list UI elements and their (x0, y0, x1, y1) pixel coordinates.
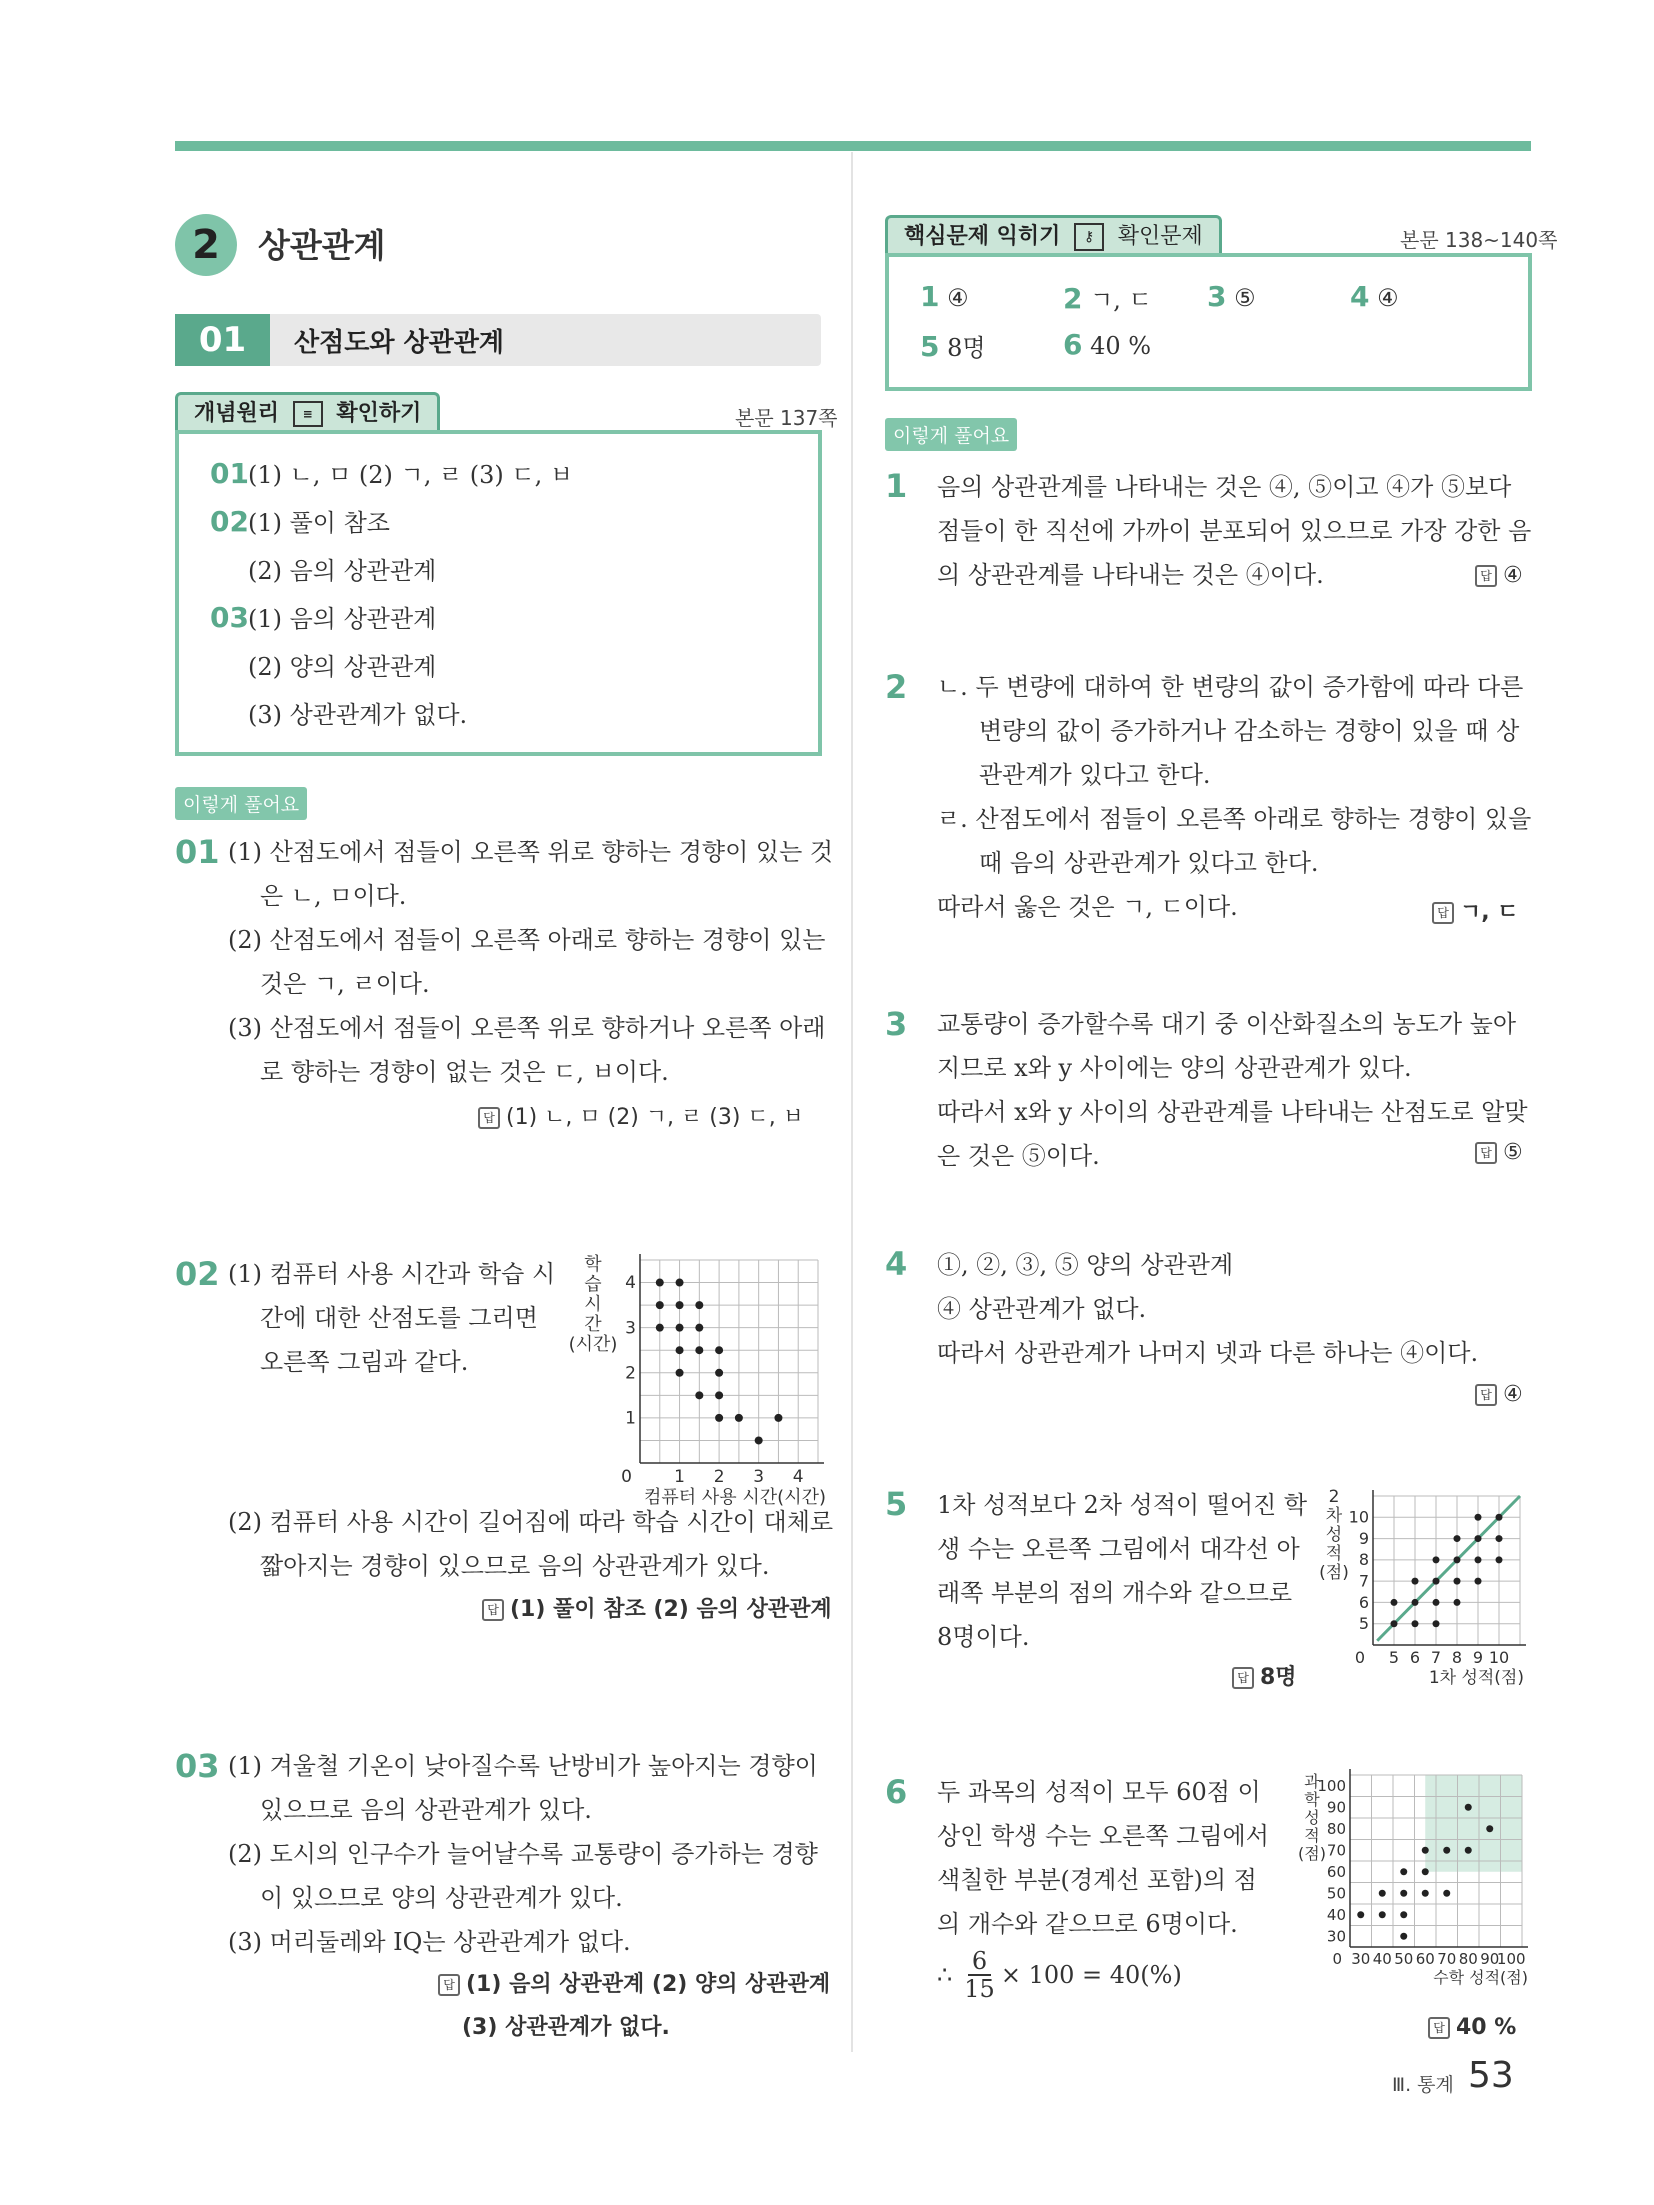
fraction (964, 1948, 995, 2002)
answer-icon: 답 (482, 1599, 504, 1621)
x-tick-label: 90 (1480, 1950, 1500, 1968)
q01-answer (478, 1100, 804, 1131)
data-point (676, 1324, 684, 1332)
answer-icon: 답 (1432, 902, 1454, 924)
x-axis-title: 수학 성적(점) (1433, 1968, 1528, 1987)
q2-body (937, 665, 1531, 929)
q4-line: 따라서 상관관계가 나머지 넷과 다른 하나는 ④이다. (937, 1339, 1479, 1367)
concept-line-text: (1) 풀이 참조 (248, 509, 390, 537)
data-point (1454, 1599, 1461, 1606)
x-tick-label: 8 (1451, 1648, 1463, 1667)
top-rule (175, 141, 1531, 151)
q5-line: 1차 성적보다 2차 성적이 떨어진 학 (937, 1491, 1308, 1519)
data-point (1412, 1620, 1419, 1627)
x-tick-label: 100 (1496, 1950, 1526, 1968)
concept-tab-label: 개념원리 (194, 401, 280, 426)
data-point (1443, 1890, 1450, 1897)
q1-line: 음의 상관관계를 나타내는 것은 ④, ⑤이고 ④가 ⑤보다 (937, 473, 1512, 501)
data-point (1454, 1556, 1461, 1563)
q5-answer-text: 8명 (1260, 1665, 1297, 1690)
q2-answer (1432, 895, 1519, 926)
q01-line: 로 향하는 경향이 없는 것은 ㄷ, ㅂ이다. (260, 1058, 669, 1086)
data-point (1412, 1599, 1419, 1606)
y-axis-title: 시 (584, 1294, 602, 1315)
concept-line-text: (3) 상관관계가 없다. (248, 701, 468, 729)
data-point (1433, 1556, 1440, 1563)
data-point (1379, 1890, 1386, 1897)
y-axis-title: 적 (1325, 1544, 1343, 1564)
q02-line: (1) 컴퓨터 사용 시간과 학습 시 (228, 1260, 556, 1288)
q2-line: ㄴ. 두 변량에 대하여 한 변량의 값이 증가함에 따라 다른 (937, 673, 1524, 701)
y-axis-title: 성 (1304, 1808, 1320, 1827)
data-point (1475, 1556, 1482, 1563)
q1-answer (1475, 563, 1523, 588)
y-axis-title: 성 (1325, 1525, 1343, 1545)
key-icon: ⚷ (1074, 223, 1104, 251)
y-axis-title: 2 (1328, 1487, 1340, 1507)
data-point (1496, 1535, 1503, 1542)
q5-line: 래쪽 부분의 점의 개수와 같으므로 (937, 1579, 1293, 1607)
shaded-region (1425, 1775, 1522, 1872)
core-answer-num: 2 (1063, 282, 1083, 315)
y-tick-label: 10 (1348, 1507, 1369, 1527)
q2-line: 관관계가 있다고 한다. (979, 761, 1211, 789)
q6-answer-text: 40 % (1456, 2015, 1517, 2040)
q03-answer-2 (462, 2010, 670, 2041)
x-tick-label: 6 (1409, 1648, 1421, 1667)
core-answer-val: 40 % (1090, 332, 1152, 360)
data-point (1400, 1933, 1407, 1940)
q4-number: 4 (885, 1245, 908, 1283)
q2-line: 때 음의 상관관계가 있다고 한다. (979, 849, 1319, 877)
data-point (1433, 1578, 1440, 1585)
q02-answer-text: (1) 풀이 참조 (2) 음의 상관관계 (510, 1597, 832, 1622)
q3-answer (1475, 1140, 1523, 1165)
q02-line: 오른쪽 그림과 같다. (260, 1348, 469, 1376)
q4-line: ④ 상관관계가 없다. (937, 1295, 1147, 1323)
x-tick-label: 2 (713, 1467, 725, 1487)
core-page-ref: 본문 138~140쪽 (1400, 228, 1558, 252)
concept-line-num: 03 (210, 601, 249, 634)
chart-study-time (560, 1250, 830, 1508)
data-point (735, 1414, 743, 1422)
y-tick-label: 5 (1358, 1614, 1369, 1634)
y-tick-label: 6 (1358, 1592, 1369, 1612)
concept-line-num: 02 (210, 505, 249, 538)
core-tab-label: 핵심문제 익히기 (904, 224, 1061, 249)
q01-line: 은 ㄴ, ㅁ이다. (260, 882, 407, 910)
q03-answer-text: (3) 상관관계가 없다. (462, 2015, 670, 2040)
chart-score-1-2 (1318, 1482, 1528, 1688)
q3-line: 교통량이 증가할수록 대기 중 이산화질소의 농도가 높아 (937, 1010, 1517, 1038)
section-title: 상관관계 (258, 226, 386, 265)
check-icon: ≡ (293, 401, 323, 427)
core-tab (885, 215, 1222, 256)
subsection-number: 01 (175, 314, 270, 366)
data-point (1475, 1514, 1482, 1521)
y-tick-label: 7 (1358, 1571, 1369, 1591)
data-point (676, 1301, 684, 1309)
q03-line: (3) 머리둘레와 IQ는 상관관계가 없다. (228, 1928, 631, 1956)
concept-lines (210, 455, 573, 743)
q03-line: (1) 겨울철 기온이 낮아질수록 난방비가 높아지는 경향이 (228, 1752, 818, 1780)
q3-answer-text: ⑤ (1503, 1140, 1523, 1165)
q03-answer-1 (438, 1967, 830, 1998)
q03-answer-text: (1) 음의 상관관계 (2) 양의 상관관계 (466, 1972, 831, 1997)
q03-line: (2) 도시의 인구수가 늘어날수록 교통량이 증가하는 경향 (228, 1840, 818, 1868)
data-point (715, 1346, 723, 1354)
therefore-sign: ∴ (937, 1961, 953, 1989)
data-point (1475, 1578, 1482, 1585)
data-point (1475, 1535, 1482, 1542)
q5-line: 8명이다. (937, 1623, 1030, 1651)
q03-line: 이 있으므로 양의 상관관계가 있다. (260, 1884, 623, 1912)
q2-line: 변량의 값이 증가하거나 감소하는 경향이 있을 때 상 (979, 717, 1520, 745)
data-point (676, 1346, 684, 1354)
q1-line: 점들이 한 직선에 가까이 분포되어 있으므로 가장 강한 음 (937, 517, 1532, 545)
q3-line: 은 것은 ⑤이다. (937, 1142, 1100, 1170)
y-axis-title: (점) (1298, 1844, 1326, 1863)
q02-number: 02 (175, 1255, 220, 1293)
section-number: 2 (175, 214, 237, 276)
data-point (1433, 1620, 1440, 1627)
data-point (1486, 1825, 1493, 1832)
y-tick-label: 40 (1326, 1905, 1346, 1924)
q3-body (937, 1002, 1528, 1178)
core-answer-val: ㄱ, ㄷ (1090, 286, 1152, 314)
data-point (1496, 1514, 1503, 1521)
data-point (695, 1324, 703, 1332)
y-tick-label: 30 (1326, 1927, 1346, 1946)
data-point (1454, 1578, 1461, 1585)
y-tick-label: 2 (625, 1363, 636, 1384)
data-point (1400, 1868, 1407, 1875)
data-point (1465, 1804, 1472, 1811)
origin-label: 0 (621, 1467, 632, 1487)
data-point (1391, 1599, 1398, 1606)
data-point (656, 1279, 664, 1287)
q1-number: 1 (885, 467, 908, 505)
data-point (1412, 1578, 1419, 1585)
q01-body (228, 830, 833, 1094)
core-tab-check: 확인문제 (1117, 224, 1203, 249)
data-point (1422, 1868, 1429, 1875)
y-tick-label: 70 (1326, 1841, 1346, 1860)
data-point (695, 1391, 703, 1399)
x-tick-label: 70 (1437, 1950, 1457, 1968)
data-point (676, 1279, 684, 1287)
concept-tab (175, 392, 440, 433)
q4-line: ①, ②, ③, ⑤ 양의 상관관계 (937, 1251, 1234, 1279)
data-point (1496, 1556, 1503, 1563)
answer-icon: 답 (1428, 2017, 1450, 2039)
solve-tag-left: 이렇게 풀어요 (175, 787, 307, 820)
q4-answer (1475, 1382, 1523, 1407)
q01-line: (1) 산점도에서 점들이 오른쪽 위로 향하는 경향이 있는 것 (228, 838, 834, 866)
subsection-title: 산점도와 상관관계 (294, 328, 504, 358)
data-point (715, 1414, 723, 1422)
q01-number: 01 (175, 833, 220, 871)
q2-answer-text: ㄱ, ㄷ (1460, 900, 1519, 925)
y-tick-label: 100 (1317, 1776, 1346, 1795)
y-tick-label: 90 (1326, 1798, 1346, 1817)
q6-formula (937, 1948, 1182, 2002)
q1-line: 의 상관관계를 나타내는 것은 ④이다. (937, 561, 1324, 589)
data-point (1379, 1911, 1386, 1918)
x-tick-label: 40 (1372, 1950, 1392, 1968)
q6-number: 6 (885, 1773, 908, 1811)
data-point (1400, 1911, 1407, 1918)
q6-answer (1428, 2015, 1516, 2040)
q01-line: 것은 ㄱ, ㄹ이다. (260, 970, 430, 998)
formula-rest: × 100 = 40(%) (1000, 1961, 1182, 1989)
origin-label: 0 (1332, 1950, 1342, 1968)
q01-line: (3) 산점도에서 점들이 오른쪽 위로 향하거나 오른쪽 아래 (228, 1014, 826, 1042)
q3-line: 지므로 x와 y 사이에는 양의 상관관계가 있다. (937, 1054, 1412, 1082)
q5-line: 생 수는 오른쪽 그림에서 대각선 아 (937, 1535, 1300, 1563)
q6-line: 상인 학생 수는 오른쪽 그림에서 (937, 1822, 1269, 1850)
y-axis-title: (점) (1319, 1563, 1349, 1583)
y-axis-title: (시간) (568, 1334, 618, 1355)
footer-chapter: Ⅲ. 통계 (1392, 2074, 1454, 2096)
core-answer-val: ④ (947, 284, 969, 312)
answer-icon: 답 (1475, 1142, 1497, 1164)
answer-icon: 답 (1475, 1384, 1497, 1406)
column-divider (851, 152, 853, 2052)
q3-line: 따라서 x와 y 사이의 상관관계를 나타내는 산점도로 알맞 (937, 1098, 1528, 1126)
q6-line: 의 개수와 같으므로 6명이다. (937, 1910, 1238, 1938)
x-tick-label: 80 (1458, 1950, 1478, 1968)
q5-number: 5 (885, 1485, 908, 1523)
x-tick-label: 7 (1430, 1648, 1442, 1667)
core-answer-val: ⑤ (1234, 284, 1256, 312)
q2-number: 2 (885, 668, 908, 706)
q02-line: 짧아지는 경향이 있으므로 음의 상관관계가 있다. (260, 1552, 770, 1580)
x-tick-label: 30 (1351, 1950, 1371, 1968)
concept-line-num: 01 (210, 457, 249, 490)
data-point (1454, 1535, 1461, 1542)
core-answer-num: 5 (920, 330, 940, 363)
x-tick-label: 3 (753, 1467, 765, 1487)
y-tick-label: 3 (625, 1318, 636, 1339)
concept-line-text: (1) ㄴ, ㅁ (2) ㄱ, ㄹ (3) ㄷ, ㅂ (248, 461, 574, 489)
x-tick-label: 4 (792, 1467, 804, 1487)
answer-icon: 답 (1475, 565, 1497, 587)
core-answer-num: 3 (1207, 280, 1227, 313)
data-point (695, 1346, 703, 1354)
data-point (715, 1369, 723, 1377)
q6-line: 두 과목의 성적이 모두 60점 이 (937, 1778, 1261, 1806)
data-point (676, 1369, 684, 1377)
y-tick-label: 60 (1326, 1862, 1346, 1881)
q5-answer (1232, 1660, 1297, 1691)
q01-line: (2) 산점도에서 점들이 오른쪽 아래로 향하는 경향이 있는 (228, 926, 826, 954)
data-point (695, 1301, 703, 1309)
y-axis-title: 습 (584, 1274, 602, 1295)
core-answer-val: 8명 (947, 334, 986, 362)
data-point (1400, 1890, 1407, 1897)
q6-body (937, 1770, 1269, 1946)
data-point (1465, 1847, 1472, 1854)
core-answer-num: 4 (1350, 280, 1370, 313)
concept-line-text: (2) 음의 상관관계 (248, 557, 437, 585)
q2-line: 따라서 옳은 것은 ㄱ, ㄷ이다. (937, 893, 1238, 921)
x-tick-label: 1 (674, 1467, 685, 1487)
concept-line-text: (2) 양의 상관관계 (248, 653, 437, 681)
q02-line: 간에 대한 산점도를 그리면 (260, 1304, 538, 1332)
x-tick-label: 5 (1388, 1648, 1400, 1667)
q1-answer-text: ④ (1503, 563, 1523, 588)
y-axis-title: 간 (584, 1314, 602, 1335)
core-answer-num: 1 (920, 280, 940, 313)
q02-line: (2) 컴퓨터 사용 시간이 길어짐에 따라 학습 시간이 대체로 (228, 1508, 834, 1536)
concept-line-text: (1) 음의 상관관계 (248, 605, 437, 633)
y-tick-label: 1 (625, 1408, 636, 1429)
chart-math-science (1290, 1765, 1530, 1987)
page-number: 53 (1468, 2055, 1514, 2096)
q5-body (937, 1483, 1307, 1659)
answer-icon: 답 (1232, 1667, 1254, 1689)
q6-line: 색칠한 부분(경계선 포함)의 점 (937, 1866, 1257, 1894)
solve-tag-right: 이렇게 풀어요 (885, 418, 1017, 451)
data-point (774, 1414, 782, 1422)
q3-number: 3 (885, 1005, 908, 1043)
origin-label: 0 (1354, 1648, 1365, 1667)
y-tick-label: 9 (1358, 1528, 1369, 1548)
data-point (1357, 1911, 1364, 1918)
data-point (1391, 1620, 1398, 1627)
data-point (1443, 1847, 1450, 1854)
core-answer-val: ④ (1377, 284, 1399, 312)
y-axis-title: 차 (1325, 1506, 1343, 1526)
y-tick-label: 80 (1326, 1819, 1346, 1838)
answer-icon: 답 (438, 1974, 460, 1996)
y-tick-label: 50 (1326, 1884, 1346, 1903)
q02-body (228, 1252, 555, 1384)
x-axis-title: 1차 성적(점) (1428, 1668, 1524, 1688)
x-tick-label: 10 (1488, 1648, 1510, 1667)
answer-icon: 답 (478, 1107, 500, 1129)
q03-body (228, 1744, 818, 1964)
q2-line: ㄹ. 산점도에서 점들이 오른쪽 아래로 향하는 경향이 있을 (937, 805, 1532, 833)
data-point (1422, 1890, 1429, 1897)
fraction-denominator: 15 (964, 1975, 995, 2003)
concept-tab-check: 확인하기 (336, 401, 422, 426)
q4-body (937, 1243, 1478, 1375)
y-axis-title: 적 (1304, 1826, 1320, 1845)
q03-line: 있으므로 음의 상관관계가 있다. (260, 1796, 592, 1824)
q02-body-2 (228, 1500, 833, 1588)
x-tick-label: 60 (1415, 1950, 1435, 1968)
data-point (1433, 1599, 1440, 1606)
y-tick-label: 4 (625, 1273, 636, 1294)
q1-body (937, 465, 1531, 597)
data-point (1422, 1847, 1429, 1854)
y-tick-label: 8 (1358, 1550, 1369, 1570)
x-axis-title: 컴퓨터 사용 시간(시간) (644, 1487, 826, 1508)
fraction-numerator: 6 (968, 1948, 991, 1976)
data-point (656, 1301, 664, 1309)
y-axis-title: 학 (1304, 1790, 1320, 1809)
q03-number: 03 (175, 1747, 220, 1785)
y-axis-title: 학 (584, 1254, 602, 1275)
y-axis-title: 과 (1304, 1772, 1320, 1791)
q01-answer-text: (1) ㄴ, ㅁ (2) ㄱ, ㄹ (3) ㄷ, ㅂ (506, 1105, 804, 1130)
core-answer-num: 6 (1063, 328, 1083, 361)
concept-page-ref: 본문 137쪽 (735, 406, 838, 430)
x-tick-label: 9 (1472, 1648, 1484, 1667)
data-point (656, 1324, 664, 1332)
core-answers (920, 280, 1520, 390)
q02-answer (482, 1592, 832, 1623)
q4-answer-text: ④ (1503, 1382, 1523, 1407)
data-point (715, 1391, 723, 1399)
x-tick-label: 50 (1394, 1950, 1414, 1968)
data-point (755, 1436, 763, 1444)
